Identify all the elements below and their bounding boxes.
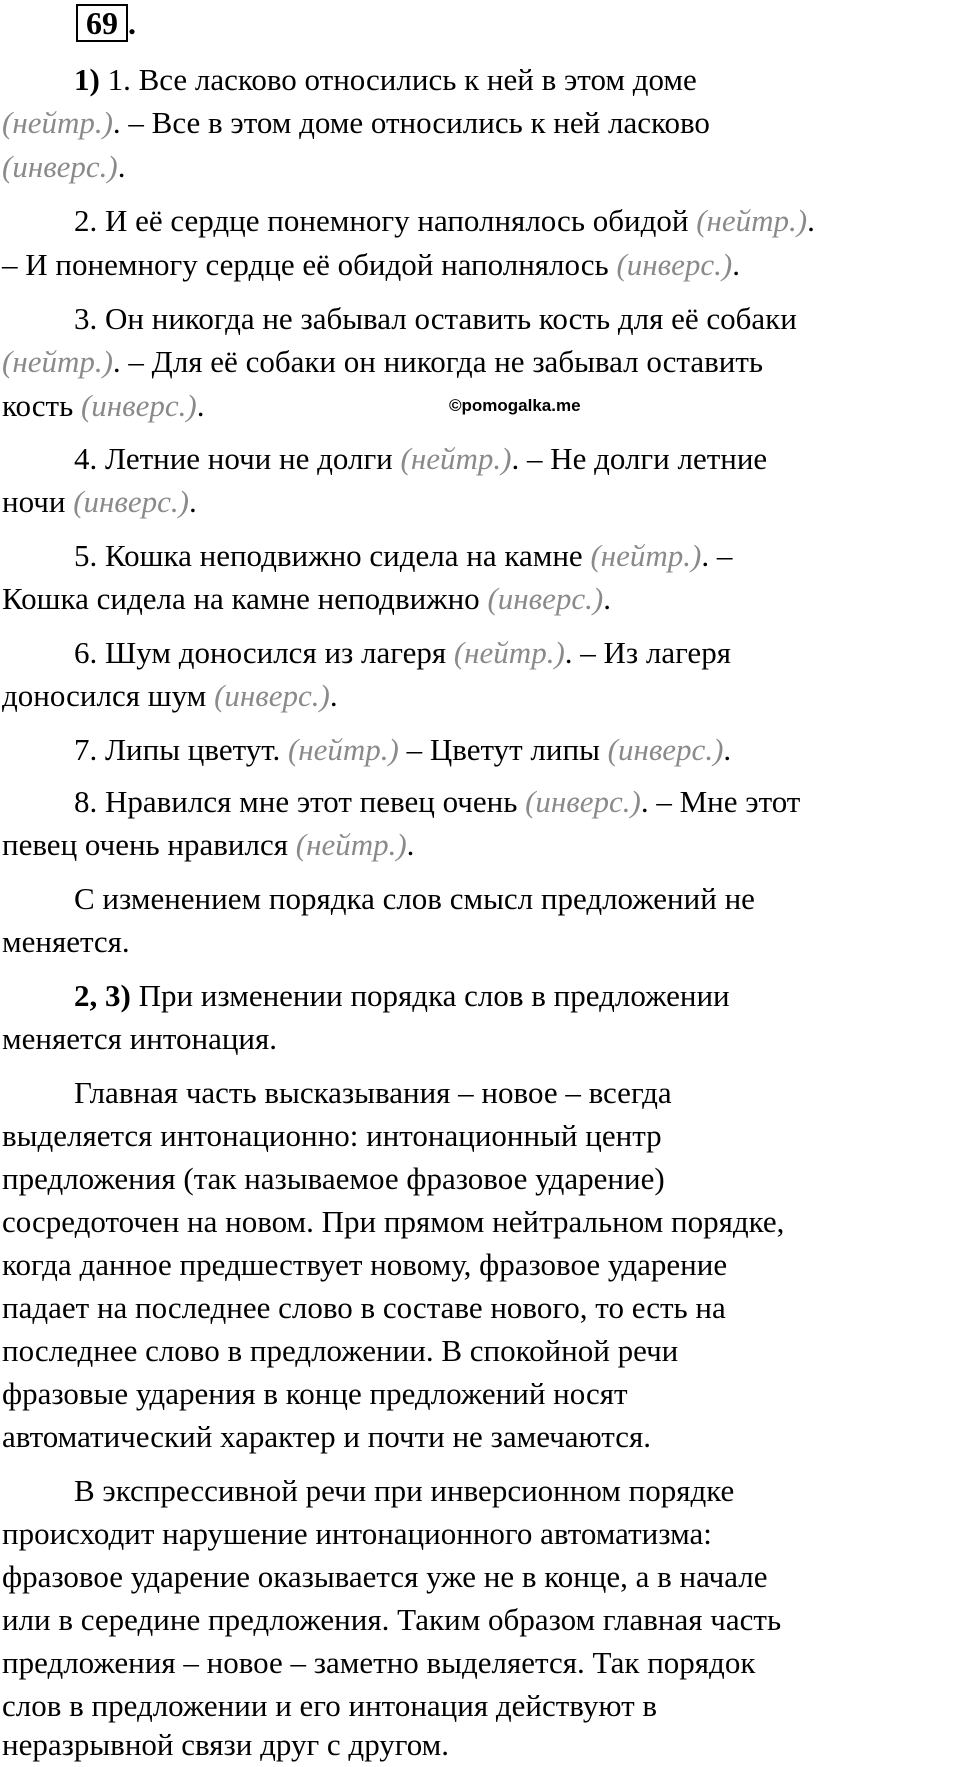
sentence-3-line-2: (нейтр.). – Для её собаки он никогда не забывал оставить bbox=[2, 344, 764, 379]
neutral-tag: (нейтр.) bbox=[295, 827, 407, 862]
conclusion-line-1: С изменением порядка слов смысл предложений не bbox=[74, 881, 755, 916]
sentence-3-line-3: кость (инверс.). bbox=[2, 388, 205, 423]
neutral-tag: (нейтр.) bbox=[696, 203, 808, 238]
sentence-4-line-1: 4. Летние ночи не долги (нейтр.). – Не долги летние bbox=[74, 441, 768, 476]
sentence-1-line-3: (инверс.). bbox=[2, 149, 126, 184]
exercise-number: 69 . bbox=[76, 4, 136, 42]
neutral-tag: (нейтр.) bbox=[590, 538, 702, 573]
para1-line: падает на последнее слово в составе нового, то есть на bbox=[2, 1290, 726, 1325]
inversion-tag: (инверс.) bbox=[616, 247, 733, 282]
part23-line-2: меняется интонация. bbox=[2, 1021, 278, 1056]
para1-line: сосредоточен на новом. При прямом нейтральном порядке, bbox=[2, 1204, 785, 1239]
sentence-3-line-1: 3. Он никогда не забывал оставить кость для её собаки bbox=[74, 301, 797, 336]
sentence-4-line-2: ночи (инверс.). bbox=[2, 484, 197, 519]
inversion-tag: (инверс.) bbox=[607, 732, 724, 767]
sentence-8-line-2: певец очень нравился (нейтр.). bbox=[2, 827, 415, 862]
para2-line: фразовое ударение оказывается уже не в конце, а в начале bbox=[2, 1559, 768, 1594]
sentence-7-line-1: 7. Липы цветут. (нейтр.) – Цветут липы (инверс.). bbox=[74, 732, 732, 767]
para2-line: или в середине предложения. Таким образом главная часть bbox=[2, 1602, 782, 1637]
inversion-tag: (инверс.) bbox=[73, 484, 189, 519]
sentence-8-line-1: 8. Нравился мне этот певец очень (инверс.). – Мне этот bbox=[74, 784, 801, 819]
neutral-tag: (нейтр.) bbox=[400, 441, 512, 476]
para1-line: выделяется интонационно: интонационный центр bbox=[2, 1118, 662, 1153]
sentence-6-line-2: доносился шум (инверс.). bbox=[2, 678, 338, 713]
inversion-tag: (инверс.) bbox=[80, 388, 197, 423]
neutral-tag: (нейтр.) bbox=[453, 635, 565, 670]
inversion-tag: (инверс.) bbox=[487, 581, 604, 616]
para2-line: слов в предложении и его интонация действуют в bbox=[2, 1688, 658, 1723]
para1-line: предложения (так называемое фразовое ударение) bbox=[2, 1161, 665, 1196]
sentence-2-line-2: – И понемногу сердце её обидой наполнялось (инверс.). bbox=[2, 247, 740, 282]
para1-line: когда данное предшествует новому, фразовое ударение bbox=[2, 1247, 728, 1282]
neutral-tag: (нейтр.) bbox=[287, 732, 399, 767]
conclusion-line-2: меняется. bbox=[2, 924, 130, 959]
para2-line: предложения – новое – заметно выделяется. Так порядок bbox=[2, 1645, 756, 1680]
neutral-tag: (нейтр.) bbox=[2, 105, 113, 140]
para1-line: Главная часть высказывания – новое – всегда bbox=[74, 1075, 672, 1110]
para2-line: В экспрессивной речи при инверсионном порядке bbox=[74, 1473, 735, 1508]
neutral-tag: (нейтр.) bbox=[2, 344, 113, 379]
para1-line: фразовые ударения в конце предложений носят bbox=[2, 1376, 628, 1411]
sentence-1-line-1: 1) 1. Все ласково относились к ней в этом доме bbox=[74, 62, 697, 97]
para1-line: автоматический характер и почти не замечаются. bbox=[2, 1419, 651, 1454]
exercise-number-box: 69 bbox=[76, 4, 128, 42]
part23-line-1: 2, 3) При изменении порядка слов в предложении bbox=[74, 978, 730, 1013]
inversion-tag: (инверс.) bbox=[2, 149, 118, 184]
para1-line: последнее слово в предложении. В спокойной речи bbox=[2, 1333, 679, 1368]
inversion-tag: (инверс.) bbox=[214, 678, 330, 713]
sentence-2-line-1: 2. И её сердце понемногу наполнялось обидой (нейтр.). bbox=[74, 203, 815, 238]
para2-line: неразрывной связи друг с другом. bbox=[2, 1727, 450, 1762]
sentence-5-line-1: 5. Кошка неподвижно сидела на камне (нейтр.). – bbox=[74, 538, 733, 573]
sentence-5-line-2: Кошка сидела на камне неподвижно (инверс.). bbox=[2, 581, 611, 616]
para2-line: происходит нарушение интонационного автоматизма: bbox=[2, 1516, 712, 1551]
inversion-tag: (инверс.) bbox=[525, 784, 641, 819]
sentence-6-line-1: 6. Шум доносился из лагеря (нейтр.). – Из лагеря bbox=[74, 635, 731, 670]
watermark: ©pomogalka.me bbox=[449, 396, 581, 415]
sentence-1-line-2: (нейтр.). – Все в этом доме относились к ней ласково bbox=[2, 105, 710, 140]
